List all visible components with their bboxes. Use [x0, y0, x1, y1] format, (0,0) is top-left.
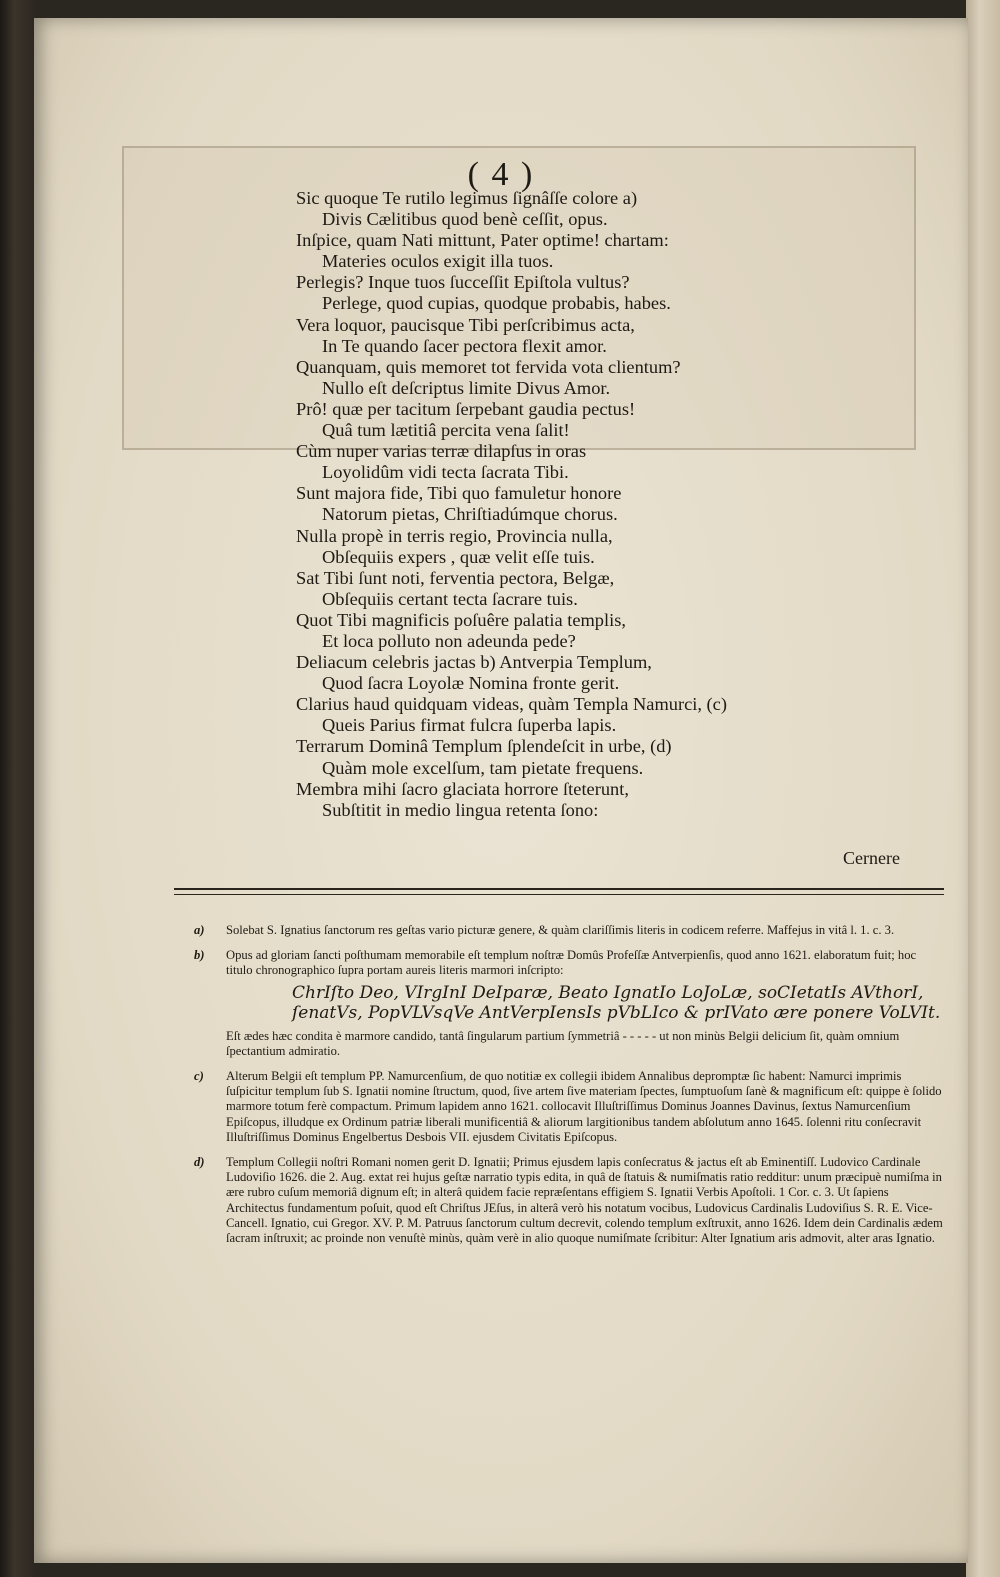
facing-page-edge: [966, 0, 1000, 1577]
poem-line: Natorum pietas, Chriſtiadúmque chorus.: [322, 504, 618, 525]
footnote-mark: d): [194, 1155, 205, 1170]
footnote-a: [194, 923, 944, 938]
footnote-c: [194, 1069, 944, 1145]
poem-line: Divis Cælitibus quod benè ceſſit, opus.: [322, 209, 608, 230]
poem-line: Perlege, quod cupias, quodque probabis, habes.: [322, 293, 671, 314]
footnote-mark: b): [194, 948, 205, 963]
poem-line: Clarius haud quidquam videas, quàm Templa Namurci, (c): [296, 694, 727, 715]
footnote-text: Solebat S. Ignatius ſanctorum res geſtas vario picturæ genere, & quàm clariſſimis literis in codicem referre. Maffejus in vitâ l. 1. c. 3.: [226, 923, 895, 937]
poem-line: Deliacum celebris jactas b) Antverpia Templum,: [296, 652, 652, 673]
poem-line: Obſequiis certant tecta ſacrare tuis.: [322, 588, 578, 609]
poem-line: Perlegis? Inque tuos ſucceſſit Epiſtola vultus?: [296, 272, 630, 293]
poem-line: Terrarum Dominâ Templum ſplendeſcit in urbe, (d): [296, 736, 672, 757]
page-number: ( 4 ): [467, 156, 535, 193]
poem-line: Et loca polluto non adeunda pede?: [322, 630, 576, 651]
poem: [296, 188, 856, 821]
poem-line: Quot Tibi magnificis poſuêre palatia templis,: [296, 609, 626, 630]
poem-line: In Te quando ſacer pectora flexit amor.: [322, 335, 607, 356]
footnote-mark: c): [194, 1069, 204, 1084]
poem-line: Queis Parius firmat fulcra ſuperba lapis.: [322, 715, 617, 736]
footnote-b: [194, 948, 944, 1059]
footnote-mark: a): [194, 923, 205, 937]
footnote-text: Templum Collegii noſtri Romani nomen gerit D. Ignatii; Primus ejusdem lapis conſecratus & jactus eſt ab Eminentiſſ. Ludovico Cardinale Ludoviſio 1626. die 2. Aug. extat rei hujus geſtæ narratio typis edita, in quâ de ſtatuis & numiſmatis ratio redditur: unum præcipuè numiſma in ære rubro cuſum memoriâ dignum eſt; in alterâ quidem facie repræſentans effigiem S. Ignatii Verbis Apoſtoli. 1 Cor. c. 3. Ut ſapiens Architectus fundamentum poſuit, quod eſt Chriſtus JEſus, in alterâ verò his notatum vocibus, Ludovicus Cardinalis Ludoviſius S. R. E. Vice-Cancell. Ignatio, cui Gregor. XV. P. M. Patruus ſanctorum cultum decrevit, colendo templum exſtruxit, anno 1626. Idem dein Cardinalis ædem ſacram inſtruxit; ac proinde non venuſtè minùs, quàm verè in alio quoque numiſmate ſcribitur: Alter Ignatium aris admovit, alter aras Ignatio.: [226, 1155, 943, 1246]
poem-line: Quâ tum lætitiâ percita vena ſalit!: [322, 420, 570, 441]
book-spine: [0, 0, 36, 1577]
poem-line: Materies oculos exigit illa tuos.: [322, 251, 554, 272]
poem-line: Cùm nuper varias terræ dilapſus in oras: [296, 441, 587, 462]
poem-line: Quàm mole excelſum, tam pietate frequens.: [322, 757, 644, 778]
footnote-continuation: Eſt ædes hæc condita è marmore candido, tantâ ſingularum partium ſymmetriâ - - - - - ut non minùs Belgii delicium ſit, quàm omnium ſpectantium admiratio.: [226, 1028, 900, 1058]
footnote-text: Alterum Belgii eſt templum PP. Namurcenſium, de quo notitiæ ex collegii ibidem Annalibus depromptæ ſic habent: Namurci imprimis ſuſpicitur templum ſub S. Ignatii nomine ſtructum, quod, ſive artem ſive materiam ſpectes, ſumptuoſum ſanè & magnificum eſt: quippe è ſolido marmore totum ferè compactum. Primum lapidem anno 1621. collocavit Illuſtriſſimus Dominus Joannes Davinus, ſextus Namurcenſium Epiſcopus, illudque ex Ordinum patriæ liberali munificentiâ & aliorum largitionibus tandem abſolutum anno 1645. ſolenni ritu conſecravit Illuſtriſſimus Dominus Engelbertus Desbois VII. ejusdem Civitatis Epiſcopus.: [226, 1069, 942, 1144]
poem-line: Prô! quæ per tacitum ſerpebant gaudia pectus!: [296, 398, 636, 419]
footnote-divider: [174, 888, 944, 895]
poem-line: Nullo eſt deſcriptus limite Divus Amor.: [322, 377, 611, 398]
poem-line: Sic quoque Te rutilo legimus ſignâſſe colore a): [296, 188, 638, 208]
poem-line: Sunt majora fide, Tibi quo famuletur honore: [296, 483, 622, 504]
poem-line: Nulla propè in terris regio, Provincia nulla,: [296, 525, 613, 546]
footnotes: [194, 923, 944, 1256]
poem-line: Subſtitit in medio lingua retenta ſono:: [322, 799, 599, 820]
chronogram-inscription: ChrIſto Deo, VIrgInI DeIparæ, Beato IgnatIo LoJoLæ, soCIetatIs AVthorI, ſenatVs, PopVLVsqVe AntVerpIensIs pVbLIco & prIVato ære ponere VoLVIt.: [292, 982, 941, 1023]
book-page: [34, 18, 968, 1563]
footnote-d: [194, 1155, 944, 1246]
catchword: Cernere: [843, 848, 900, 868]
footnote-text: Opus ad gloriam ſancti poſthumam memorabile eſt templum noſtræ Domûs Profeſſæ Antverpienſis, quod anno 1621. elaboratum fuit; hoc titulo chronographico ſupra portam aureis literis marmori inſcripto:: [226, 948, 917, 978]
poem-line: Membra mihi ſacro glaciata horrore ſteterunt,: [296, 778, 629, 799]
poem-line: Inſpice, quam Nati mittunt, Pater optime! chartam:: [296, 230, 669, 251]
poem-line: Vera loquor, paucisque Tibi perſcribimus acta,: [296, 314, 635, 335]
poem-line: Obſequiis expers , quæ velit eſſe tuis.: [322, 546, 595, 567]
poem-line: Sat Tibi ſunt noti, ferventia pectora, Belgæ,: [296, 567, 615, 588]
poem-line: Quod ſacra Loyolæ Nomina fronte gerit.: [322, 673, 620, 694]
poem-line: Loyolidûm vidi tecta ſacrata Tibi.: [322, 462, 569, 483]
poem-line: Quanquam, quis memoret tot fervida vota clientum?: [296, 356, 681, 377]
